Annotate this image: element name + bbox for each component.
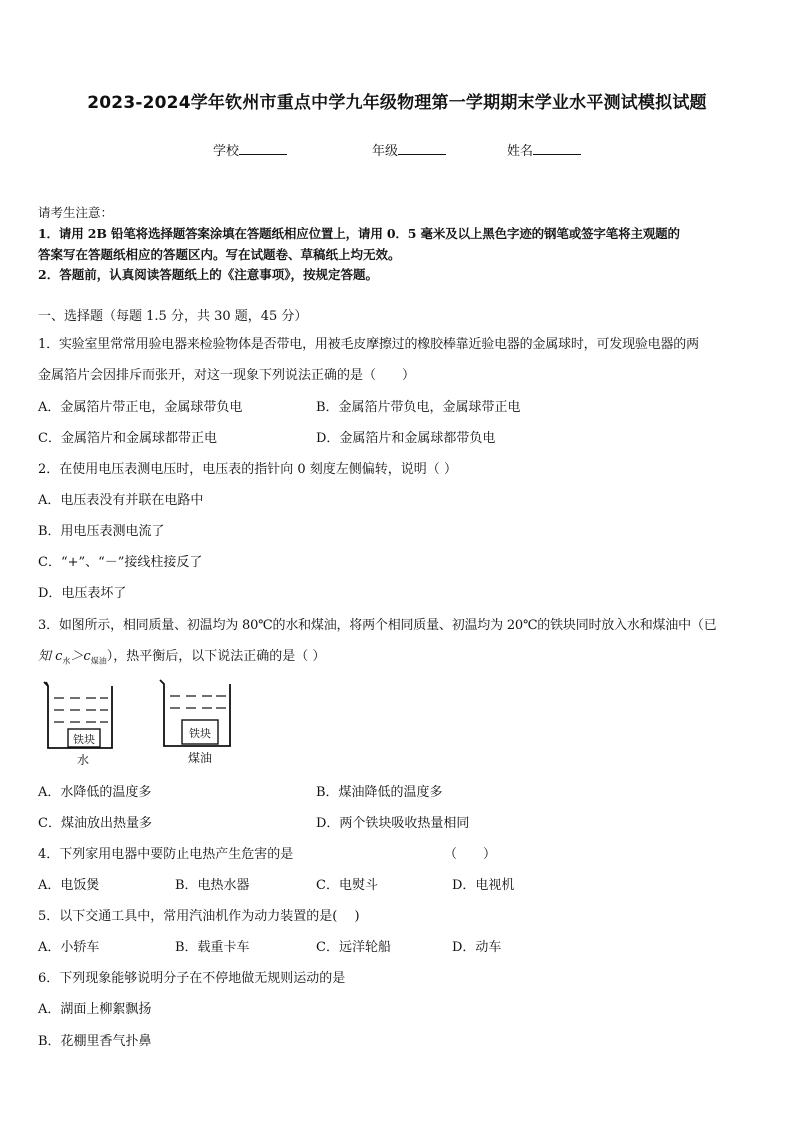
kerosene-caption: 煤油 [187,751,213,765]
q5-stem: 5．以下交通工具中，常用汽油机作为动力装置的是( ) [38,909,360,924]
grade-field [372,140,446,159]
q5-option-b[interactable]: B．载重卡车 [175,940,250,955]
q2-stem: 2．在使用电压表测电压时，电压表的指针向 0 刻度左侧偏转，说明（ ） [38,462,457,477]
q1-option-b[interactable]: B．金属箔片带负电，金属球带正电 [316,400,521,415]
q6-option-b[interactable]: B．花棚里香气扑鼻 [38,1034,152,1049]
name-label: 姓名 [507,144,534,159]
q3-line2-mid: ＞c [70,649,91,664]
q2-option-d[interactable]: D．电压表坏了 [38,586,127,601]
name-field [507,140,581,159]
q3-stem-line-1: 3．如图所示，相同质量、初温均为 80℃的水和煤油，将两个相同质量、初温均为 20℃的铁块同时放入水和煤油中（已 [38,618,717,633]
q1-stem-line-1: 1．实验室里常常用验电器来检验物体是否带电，用被毛皮摩擦过的橡胶棒靠近验电器的金属球时，可发现验电器的两 [38,337,699,352]
q4-option-d[interactable]: D．电视机 [452,878,515,893]
school-label: 学校 [213,144,240,159]
q1-option-a[interactable]: A．金属箔片带正电，金属球带负电 [38,400,243,415]
q3-option-b[interactable]: B．煤油降低的温度多 [316,785,443,800]
q4-option-b[interactable]: B．电热水器 [175,878,250,893]
q3-option-a[interactable]: A．水降低的温度多 [38,785,152,800]
notice-line-1: 1．请用 2B 铅笔将选择题答案涂填在答题纸相应位置上，请用 0．5 毫米及以上黑色字迹的钢笔或签字笔将主观题的 [38,226,680,241]
q3-line2-pre: 知 c [38,649,63,664]
q3-stem-line-2 [38,645,325,667]
school-blank[interactable] [239,142,287,155]
q1-stem-line-2: 金属箔片会因排斥而张开，对这一现象下列说法正确的是（ ） [38,368,416,383]
school-field [213,140,287,159]
q3-line2-post: ），热平衡后，以下说法正确的是（ ） [106,649,326,664]
q6-stem: 6．下列现象能够说明分子在不停地做无规则运动的是 [38,971,346,986]
iron-block-left-label: 铁块 [73,733,95,746]
q4-answer-paren: （ ） [444,847,497,862]
grade-blank[interactable] [398,142,446,155]
notice-heading: 请考生注意： [38,205,114,220]
q5-option-a[interactable]: A．小轿车 [38,940,100,955]
q4-stem: 4．下列家用电器中要防止电热产生危害的是 [38,847,294,862]
notice-line-3: 2．答题前，认真阅读答题纸上的《注意事项》，按规定答题。 [38,267,378,282]
grade-label: 年级 [372,144,399,159]
q5-option-d[interactable]: D．动车 [452,940,502,955]
q6-option-a[interactable]: A．湖面上柳絮飘扬 [38,1002,152,1017]
q2-option-c[interactable]: C．“+”、“－”接线柱接反了 [38,555,203,570]
section-heading: 一、选择题（每题 1.5 分，共 30 题，45 分） [38,309,308,324]
q3-beaker-figure [36,672,246,772]
q3-sub-water: 水 [62,656,71,666]
q4-option-c[interactable]: C．电熨斗 [316,878,378,893]
q2-option-b[interactable]: B．用电压表测电流了 [38,524,165,539]
q4-option-a[interactable]: A．电饭煲 [38,878,100,893]
q3-option-c[interactable]: C．煤油放出热量多 [38,816,152,831]
q3-sub-kerosene: 煤油 [90,656,107,666]
iron-block-right-label: 铁块 [189,727,211,740]
q1-option-c[interactable]: C．金属箔片和金属球都带正电 [38,431,217,446]
name-blank[interactable] [533,142,581,155]
q3-option-d[interactable]: D．两个铁块吸收热量相同 [316,816,470,831]
q1-option-d[interactable]: D．金属箔片和金属球都带负电 [316,431,496,446]
water-caption: 水 [76,753,90,767]
q5-option-c[interactable]: C．远洋轮船 [316,940,391,955]
page-title: 2023-2024学年钦州市重点中学九年级物理第一学期期末学业水平测试模拟试题 [87,93,707,113]
q2-option-a[interactable]: A．电压表没有并联在电路中 [38,493,204,508]
notice-line-2: 答案写在答题纸相应的答题区内。写在试题卷、草稿纸上均无效。 [38,247,401,262]
